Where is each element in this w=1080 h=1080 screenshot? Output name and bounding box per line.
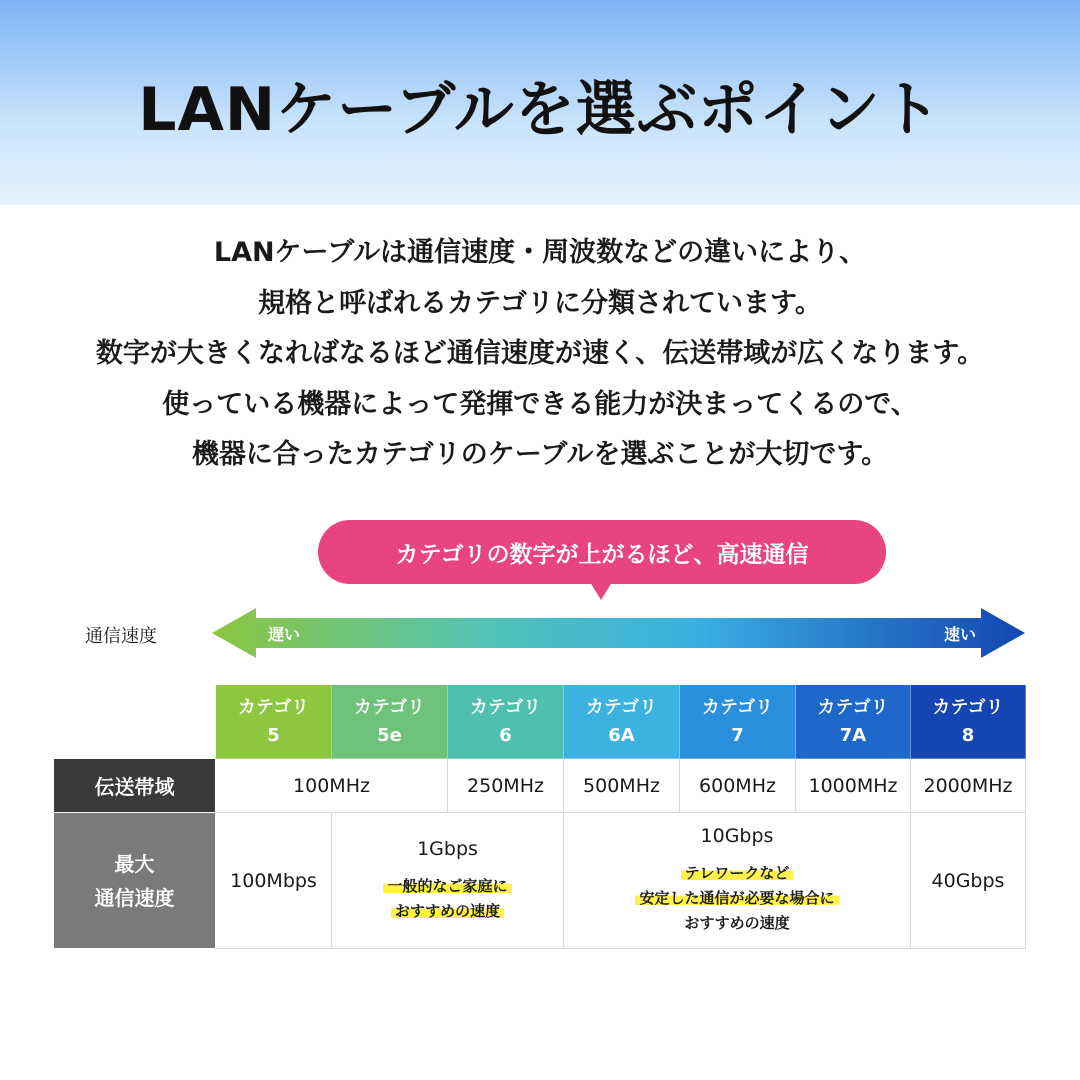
bandwidth-cell: 100MHz xyxy=(216,759,448,813)
intro-line: 使っている機器によって発揮できる能力が決まってくるので、 xyxy=(162,388,918,420)
page-title: LANケーブルを選ぶポイント xyxy=(138,75,942,145)
callout-bubble: カテゴリの数字が上がるほど、高速通信 xyxy=(318,520,886,584)
row-header: 最大 通信速度 xyxy=(54,813,216,949)
category-cell: カテゴリ 7A xyxy=(796,685,911,759)
bandwidth-cell: 250MHz xyxy=(448,759,564,813)
speed-arrow-icon xyxy=(212,608,1025,658)
intro-line: 規格と呼ばれるカテゴリに分類されています。 xyxy=(258,287,822,319)
speed-label: 通信速度 xyxy=(85,626,157,647)
row-header: 伝送帯域 xyxy=(54,759,216,813)
empty-cell xyxy=(54,685,216,759)
intro-line: 数字が大きくなればなるほど通信速度が速く、伝送帯域が広くなります。 xyxy=(95,338,985,369)
intro-text xyxy=(0,228,1080,481)
category-cell: カテゴリ 6 xyxy=(448,685,564,759)
bandwidth-cell: 2000MHz xyxy=(911,759,1026,813)
category-cell: カテゴリ 6A xyxy=(564,685,680,759)
slow-label: 遅い xyxy=(268,625,301,644)
fast-label: 速い xyxy=(944,625,977,644)
speed-cell: 10Gbps テレワークなど 安定した通信が必要な場合に おすすめの速度 xyxy=(564,813,911,949)
category-cell: カテゴリ 5 xyxy=(216,685,332,759)
speed-cell: 1Gbps 一般的なご家庭に おすすめの速度 xyxy=(332,813,564,949)
bandwidth-cell: 1000MHz xyxy=(796,759,911,813)
speed-cell: 40Gbps xyxy=(911,813,1026,949)
category-cell: カテゴリ 8 xyxy=(911,685,1026,759)
bandwidth-cell: 500MHz xyxy=(564,759,680,813)
bandwidth-cell: 600MHz xyxy=(680,759,796,813)
category-cell: カテゴリ 7 xyxy=(680,685,796,759)
speed-cell: 100Mbps xyxy=(216,813,332,949)
intro-line: LANケーブルは通信速度・周波数などの違いにより、 xyxy=(213,237,867,268)
category-header-row xyxy=(54,685,1026,759)
maxspeed-row xyxy=(54,813,1026,949)
category-cell: カテゴリ 5e xyxy=(332,685,448,759)
intro-line: 機器に合ったカテゴリのケーブルを選ぶことが大切です。 xyxy=(191,439,889,470)
category-table xyxy=(53,684,1026,949)
bandwidth-row xyxy=(54,759,1026,813)
